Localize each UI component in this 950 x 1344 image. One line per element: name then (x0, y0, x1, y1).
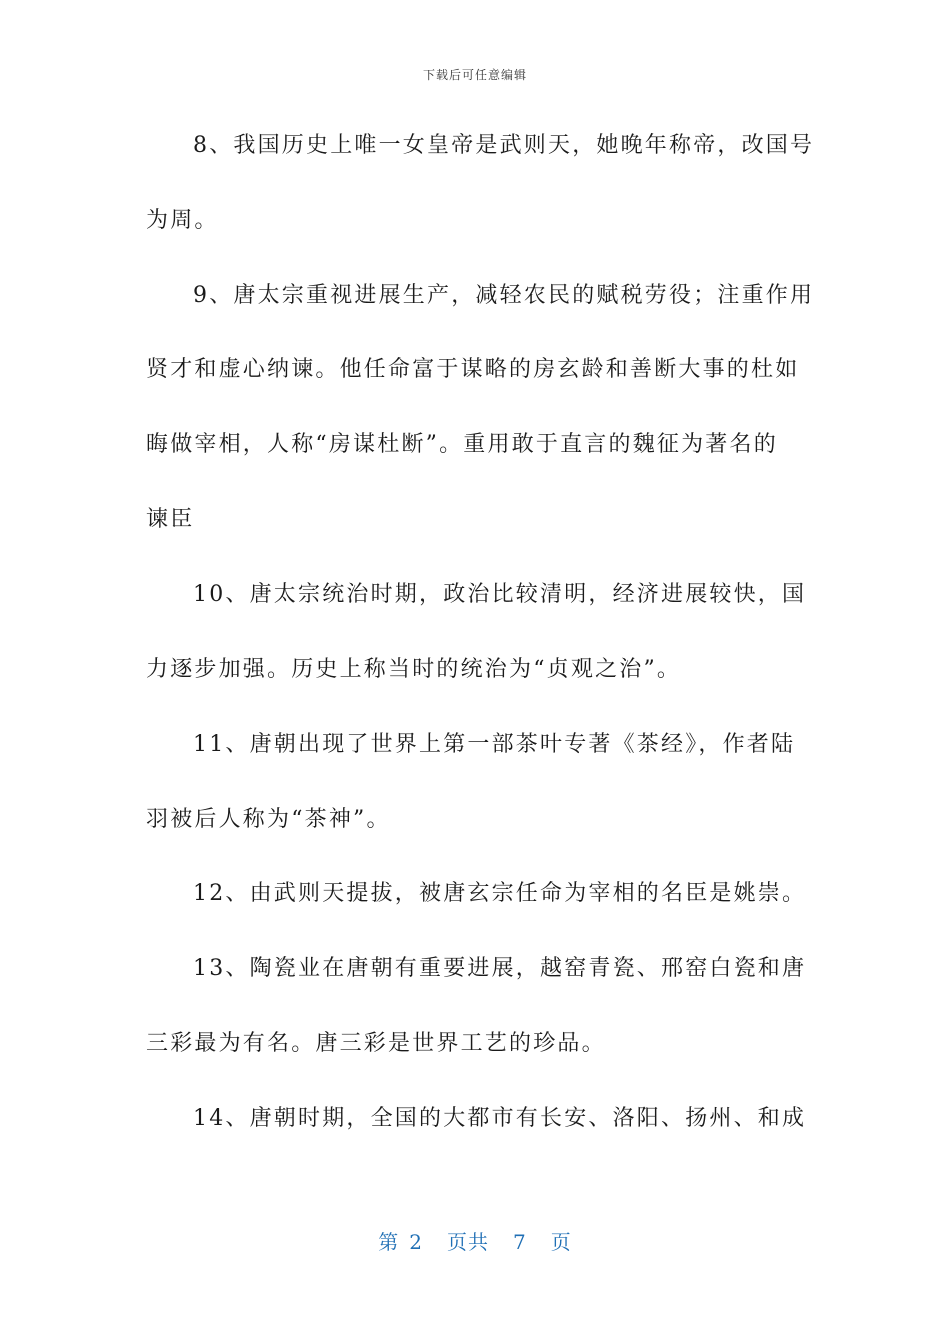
paragraph-line: 14、唐朝时期，全国的大都市有长安、洛阳、扬州、和成 (193, 1106, 807, 1131)
footer-middle: 页共 (447, 1230, 489, 1254)
paragraph-line: 8、我国历史上唯一女皇帝是武则天，她晚年称帝，改国号 (193, 133, 815, 158)
paragraph-line: 羽被后人称为“茶神”。 (146, 807, 391, 832)
page-number-footer (0, 1226, 950, 1255)
paragraph-line: 力逐步加强。历史上称当时的统治为“贞观之治”。 (146, 657, 682, 682)
paragraph-line: 12、由武则天提拔，被唐玄宗任命为宰相的名臣是姚崇。 (193, 881, 807, 906)
paragraph-line: 9、唐太宗重视进展生产，减轻农民的赋税劳役；注重作用 (193, 283, 815, 308)
header-note: 下载后可任意编辑 (422, 68, 527, 82)
footer-suffix: 页 (550, 1230, 572, 1254)
footer-prefix: 第 (378, 1230, 400, 1254)
paragraph-line: 11、唐朝出现了世界上第一部茶叶专著《茶经》，作者陆 (193, 732, 796, 757)
paragraph-line: 为周。 (146, 208, 219, 233)
paragraph-line: 晦做宰相，人称“房谋杜断”。重用敢于直言的魏征为著名的 (146, 432, 778, 457)
paragraph-line: 三彩最为有名。唐三彩是世界工艺的珍品。 (146, 1031, 606, 1056)
footer-current-page: 2 (409, 1230, 423, 1254)
paragraph-line: 13、陶瓷业在唐朝有重要进展，越窑青瓷、邢窑白瓷和唐 (193, 956, 807, 981)
paragraph-line: 谏臣 (146, 507, 195, 532)
paragraph-line: 贤才和虚心纳谏。他任命富于谋略的房玄龄和善断大事的杜如 (146, 357, 800, 382)
paragraph-line: 10、唐太宗统治时期，政治比较清明，经济进展较快，国 (193, 582, 807, 607)
footer-total-pages: 7 (513, 1230, 527, 1254)
